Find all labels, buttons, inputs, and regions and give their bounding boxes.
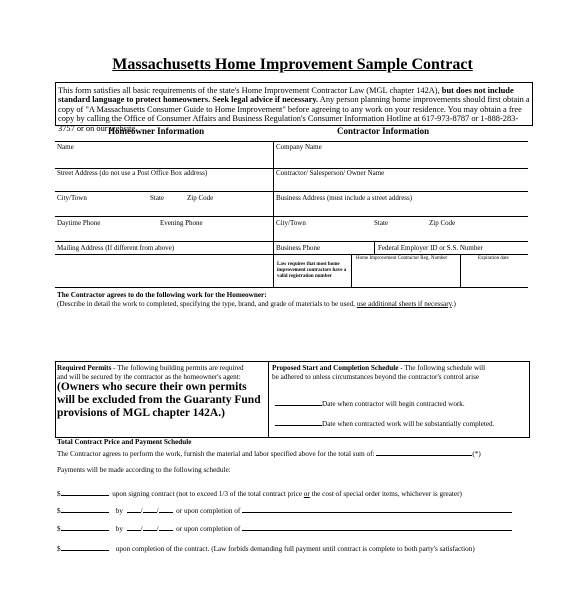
grid-line-top — [55, 141, 528, 142]
dollar-sign: $ — [57, 545, 61, 553]
schedule-title: Proposed Start and Completion Schedule — [272, 364, 399, 372]
work-title — [57, 291, 267, 299]
work-desc-close: .) — [451, 300, 456, 308]
grid-line — [55, 241, 528, 242]
total-sum-label: The Contractor agrees to perform the work, furnish the material and labor specified above for the total sum of: — [57, 450, 375, 458]
business-address-field[interactable]: Business Address (must include a street address) — [276, 194, 413, 202]
city-field[interactable]: City/Town — [57, 194, 87, 202]
payment-row-2 — [57, 504, 512, 515]
date-slash: / — [140, 525, 143, 533]
grid-line — [55, 216, 528, 217]
payment-3-day-input[interactable] — [140, 522, 157, 533]
dollar-sign: $ — [57, 490, 61, 498]
company-name-field[interactable]: Company Name — [276, 143, 322, 151]
contractor-header: Contractor Information — [337, 126, 430, 136]
schedule-text1: - The following schedule will — [398, 364, 486, 372]
grid-divider — [351, 254, 352, 287]
payment-2-amount-input[interactable] — [61, 504, 109, 513]
schedule-intro — [272, 364, 485, 372]
permits-guaranty-note: (Owners who secure their own permits will be excluded from the Guaranty Fund provisions of MGL chapter 142A.) — [57, 381, 261, 419]
registration-number-field[interactable]: Home Improvement Contractor Reg. Number — [356, 256, 448, 261]
payment-row-signing — [57, 487, 462, 498]
additional-sheets-note: use additional sheets if necessary — [356, 300, 452, 308]
evening-phone-field[interactable]: Evening Phone — [160, 219, 203, 227]
payment-title: Total Contract Price and Payment Schedule — [57, 438, 192, 446]
total-sum-star: (*) — [472, 450, 481, 458]
work-title-text: The Contractor agrees to do the following work for the Homeowner: — [57, 291, 267, 299]
final-amount-input[interactable] — [61, 542, 109, 551]
total-sum-input[interactable] — [376, 447, 472, 456]
contractor-city-field[interactable]: City/Town — [276, 219, 306, 227]
payment-2-month-input[interactable] — [127, 504, 141, 513]
daytime-phone-field[interactable]: Daytime Phone — [57, 219, 101, 227]
completion-date-row — [275, 417, 494, 428]
permits-intro — [57, 364, 244, 372]
date-slash: / — [156, 507, 159, 515]
payment-row-3 — [57, 522, 512, 533]
dollar-sign: $ — [57, 525, 61, 533]
by-label: by — [115, 507, 123, 515]
payment-2-milestone-input[interactable] — [242, 504, 512, 513]
payments-made-label: Payments will be made according to the following schedule: — [57, 466, 231, 474]
grid-divider — [460, 254, 461, 287]
permits-title: Required Permits — [57, 364, 112, 372]
expiration-date-field[interactable]: Expiration date — [478, 256, 509, 261]
name-field[interactable]: Name — [57, 143, 74, 151]
total-sum-row — [57, 447, 481, 458]
page-title: Massachusetts Home Improvement Sample Contract — [112, 56, 473, 73]
contractor-state-field[interactable]: State — [374, 219, 388, 227]
completion-date-input[interactable] — [275, 417, 322, 426]
payment-2-year-input[interactable] — [156, 504, 173, 515]
intro-text-part1: This form satisfies all basic requirements of the state's Home Improvement Contractor Law (MGL chapter 142A), — [58, 86, 440, 95]
grid-divider — [273, 141, 274, 287]
signing-label: upon signing contract (not to exceed 1/3 of the total contract price — [112, 490, 304, 498]
salesperson-field[interactable]: Contractor/ Salesperson/ Owner Name — [276, 169, 385, 177]
work-desc-text: (Describe in detail the work to completed, specifying the type, brand, and grade of materials to be used, — [57, 300, 357, 308]
contractor-zip-field[interactable]: Zip Code — [429, 219, 456, 227]
grid-divider — [374, 241, 375, 254]
date-slash: / — [156, 525, 159, 533]
payment-3-month-input[interactable] — [127, 522, 141, 531]
business-phone-field[interactable]: Business Phone — [276, 244, 321, 252]
or-completion-label: or upon completion of — [176, 525, 241, 533]
intro-text-part2: Any person planning home improvements should first obtain a copy of "A Massachusetts Consumer Guide to Home Improvement" before agreeing to any work on your residence. You may obtain a free copy by calling the Office of Consumer Affairs and Business Regulation's Consumer Information Hotline at 617-973-8787 or 1-888-283-3757 or on our website. — [58, 95, 530, 133]
completion-date-label: Date when contracted work will be substantially completed. — [322, 420, 495, 428]
start-date-row — [275, 397, 465, 408]
signing-label-end: the cost of special order items, whichever is greater) — [309, 490, 462, 498]
dollar-sign: $ — [57, 507, 61, 515]
payment-3-amount-input[interactable] — [61, 522, 109, 531]
start-date-label: Date when contractor will begin contracted work. — [322, 400, 465, 408]
intro-warning: but does not include standard language to protect homeowners. Seek legal advice if necessary. — [58, 86, 514, 105]
street-address-field[interactable]: Street Address (do not use a Post Office Box address) — [57, 169, 208, 177]
final-payment-label: upon completion of the contract. (Law forbids demanding full payment until contract is complete to both party's satisfaction) — [115, 545, 475, 553]
payment-row-final — [57, 542, 475, 553]
homeowner-header: Homeowner Information — [108, 126, 205, 136]
by-label: by — [115, 525, 123, 533]
schedule-text2: be adhered to unless circumstances beyond the contractor's control arise — [272, 373, 480, 381]
signing-or: or — [303, 490, 310, 498]
grid-line-bottom — [55, 287, 528, 288]
grid-line — [55, 191, 528, 192]
payment-3-year-input[interactable] — [156, 522, 173, 533]
work-description-note — [57, 300, 456, 308]
or-completion-label: or upon completion of — [176, 507, 241, 515]
start-date-input[interactable] — [275, 397, 322, 406]
permits-text1: - The following building permits are required — [111, 364, 244, 372]
permits-schedule-divider — [268, 361, 269, 437]
federal-id-field[interactable]: Federal Employer ID or S.S. Number — [378, 244, 483, 252]
zip-field[interactable]: Zip Code — [187, 194, 214, 202]
registration-law-note: Law requires that most home improvement contractors have a valid registration number — [277, 262, 347, 279]
date-slash: / — [140, 507, 143, 515]
grid-line — [55, 254, 528, 255]
permits-text2: and will be secured by the contractor as the homeowner's agent: — [57, 373, 241, 381]
state-field[interactable]: State — [150, 194, 164, 202]
signing-amount-input[interactable] — [61, 487, 109, 496]
payment-2-day-input[interactable] — [140, 504, 157, 515]
mailing-address-field[interactable]: Mailing Address (If different from above) — [57, 244, 175, 252]
payment-3-milestone-input[interactable] — [242, 522, 512, 531]
